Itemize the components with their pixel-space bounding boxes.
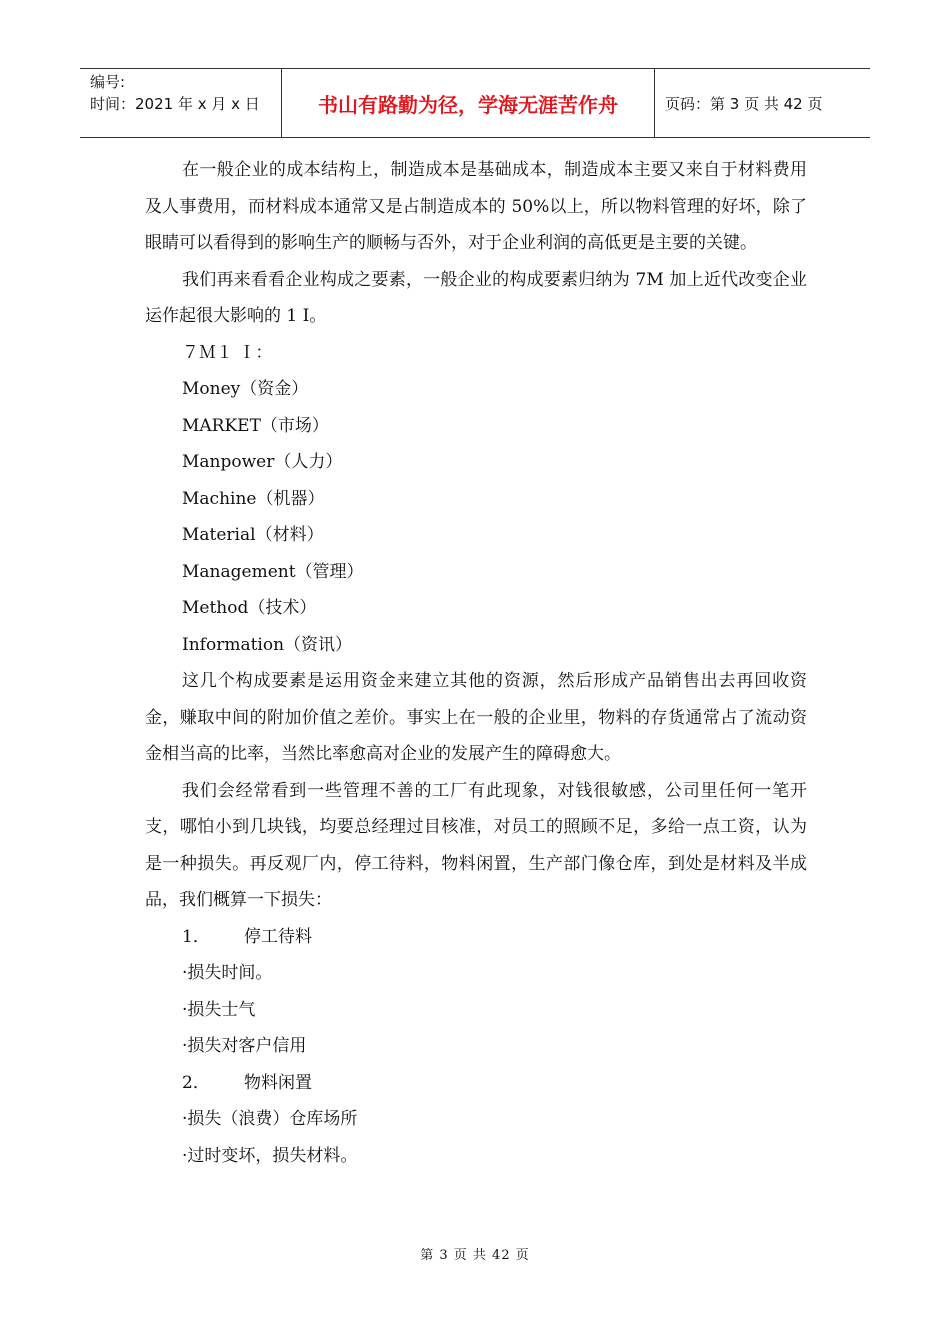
loss-point: ·损失士气 <box>182 999 256 1020</box>
loss-point: ·损失对客户信用 <box>182 1036 307 1056</box>
element-item: Money（资金） <box>182 379 309 399</box>
loss-point: ·损失时间。 <box>182 963 273 983</box>
header-page-info: 页码：第 3 页 共 42 页 <box>665 94 823 113</box>
paragraph-loss-intro: 我们会经常看到一些管理不善的工厂有此现象，对钱很敏感，公司里任何一笔开支，哪怕小到几块钱，均要总经理过目核准，对员工的照顾不足，多给一点工资，认为是一种损失。再反观厂内，停工待料，物料闲置，生产部门像仓库，到处是材料及半成品，我们概算一下损失： <box>145 780 807 910</box>
paragraph-capital-usage: 这几个构成要素是运用资金来建立其他的资源，然后形成产品销售出去再回收资金，赚取中间的附加价值之差价。事实上在一般的企业里，物料的存货通常占了流动资金相当高的比率，当然比率愈高对企业的发展产生的障碍愈大。 <box>145 671 807 764</box>
numbered-item-heading <box>145 1065 807 1102</box>
item-title: 物料闲置 <box>244 1072 312 1093</box>
element-item: Method（技术） <box>182 598 317 618</box>
paragraph-elements-intro: 我们再来看看企业构成之要素，一般企业的构成要素归纳为 7M 加上近代改变企业运作起很大影响的 1 I。 <box>145 269 807 326</box>
element-item: Management（管理） <box>182 561 364 582</box>
item-number: 2． <box>182 1072 210 1093</box>
date-label: 时间：2021 年 x 月 x 日 <box>90 95 260 113</box>
page-header <box>80 68 870 138</box>
element-item: MARKET（市场） <box>182 415 329 436</box>
element-item: Information（资讯） <box>182 634 353 655</box>
loss-point: ·过时变坏，损失材料。 <box>182 1145 358 1166</box>
serial-label: 编号: <box>90 73 126 91</box>
item-title: 停工待料 <box>244 926 312 947</box>
elements-list-title: ７Ｍ１ Ｉ： <box>182 342 273 363</box>
element-item: Machine（机器） <box>182 488 325 509</box>
header-motto: 书山有路勤为径，学海无涯苦作舟 <box>282 69 655 137</box>
element-item: Manpower（人力） <box>182 452 343 472</box>
loss-point: ·损失（浪费）仓库场所 <box>182 1109 358 1129</box>
header-meta <box>80 69 282 137</box>
paragraph-cost-structure: 在一般企业的成本结构上，制造成本是基础成本，制造成本主要又来自于材料费用及人事费用，而材料成本通常又是占制造成本的 50%以上，所以物料管理的好坏，除了眼睛可以看得到的影响生产的顺畅与否外，对于企业利润的高低更是主要的关键。 <box>145 160 807 253</box>
page-footer: 第 3 页 共 42 页 <box>420 1248 530 1263</box>
element-item: Material（材料） <box>182 525 324 545</box>
item-number: 1． <box>182 926 210 947</box>
document-body <box>145 152 807 1174</box>
numbered-item-heading <box>145 919 807 956</box>
